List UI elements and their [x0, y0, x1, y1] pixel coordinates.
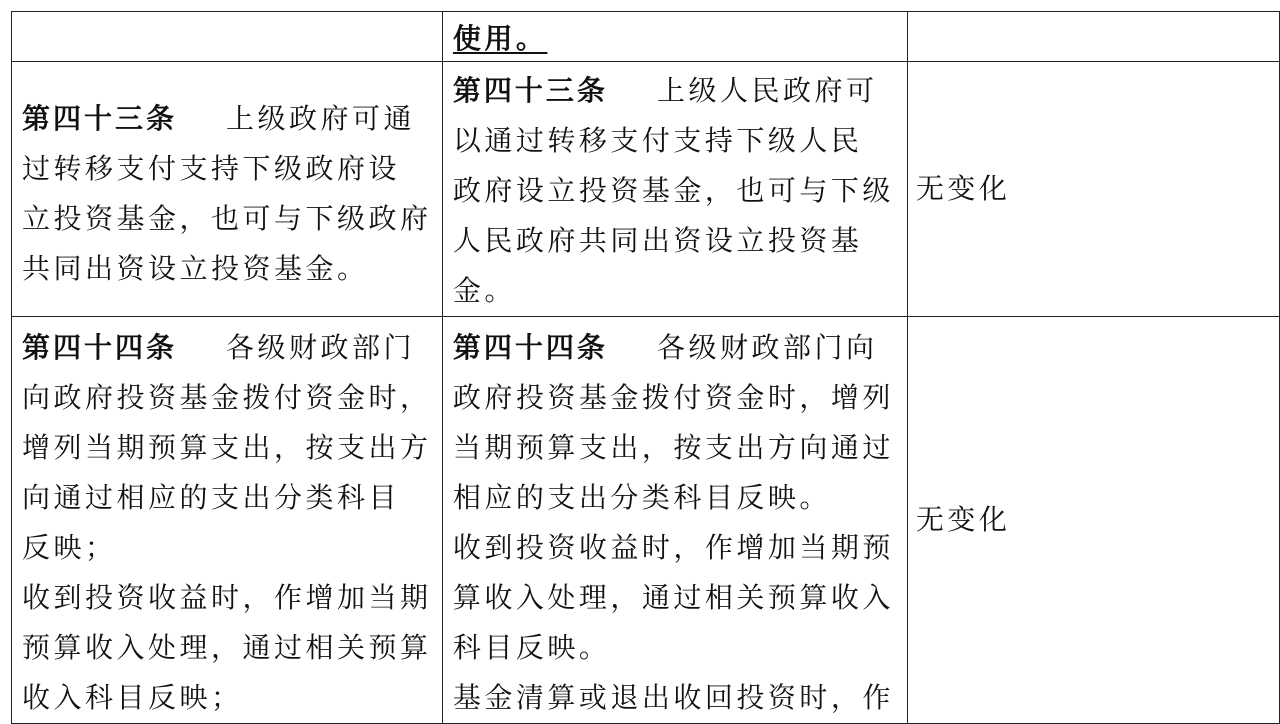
table-row	[12, 62, 1280, 317]
cell-revised-text	[442, 317, 907, 724]
article-text: 各级财政部门	[226, 331, 416, 364]
article-title: 第四十三条	[452, 74, 608, 107]
article-title: 第四十三条	[22, 102, 178, 135]
cell-change-note	[907, 317, 1279, 724]
cell-change-note	[907, 62, 1279, 317]
cell-original-text	[12, 62, 443, 317]
table-row	[12, 12, 1280, 62]
text-line: 金。	[452, 274, 516, 307]
text-line: 向通过相应的支出分类科目	[22, 481, 401, 514]
text-line: 科目反映。	[452, 631, 611, 664]
cell-original-text	[12, 317, 443, 724]
article-text: 各级财政部门向	[656, 331, 878, 364]
cell-revised-text	[442, 62, 907, 317]
text-line: 立投资基金，也可与下级政府	[22, 202, 432, 235]
change-note-text: 无变化	[915, 503, 1011, 536]
cell-revised-text	[442, 12, 907, 62]
text-line: 收到投资收益时，作增加当期	[22, 581, 432, 614]
text-line: 向政府投资基金拨付资金时，	[22, 381, 432, 414]
text-line	[22, 323, 442, 373]
text-line: 反映；	[22, 531, 117, 564]
text-line: 共同出资设立投资基金。	[22, 252, 369, 285]
text-line: 增列当期预算支出，按支出方	[22, 431, 432, 464]
revised-text-fragment: 使用。	[452, 22, 548, 55]
text-line: 基金清算或退出收回投资时，作	[452, 681, 894, 714]
cell-original-text	[12, 12, 443, 62]
article-title: 第四十四条	[452, 331, 608, 364]
text-line: 政府设立投资基金，也可与下级	[452, 174, 894, 207]
text-line: 收到投资收益时，作增加当期预	[452, 531, 894, 564]
comparison-table	[11, 11, 1280, 724]
text-line: 政府投资基金拨付资金时，增列	[452, 381, 894, 414]
text-line	[453, 323, 907, 373]
text-line	[22, 94, 442, 144]
text-line: 相应的支出分类科目反映。	[452, 481, 831, 514]
cell-change-note	[907, 12, 1279, 62]
article-title: 第四十四条	[22, 331, 178, 364]
text-line: 当期预算支出，按支出方向通过	[452, 431, 894, 464]
table-row	[12, 317, 1280, 724]
article-text: 上级人民政府可	[656, 74, 878, 107]
text-line: 过转移支付支持下级政府设	[22, 152, 401, 185]
text-line: 人民政府共同出资设立投资基	[452, 224, 863, 257]
text-line: 预算收入处理，通过相关预算	[22, 631, 432, 664]
text-line: 收入科目反映；	[22, 681, 243, 714]
change-note-text: 无变化	[915, 172, 1011, 205]
article-text: 上级政府可通	[226, 102, 416, 135]
text-line: 以通过转移支付支持下级人民	[452, 124, 863, 157]
text-line: 算收入处理，通过相关预算收入	[452, 581, 894, 614]
text-line	[453, 66, 907, 116]
